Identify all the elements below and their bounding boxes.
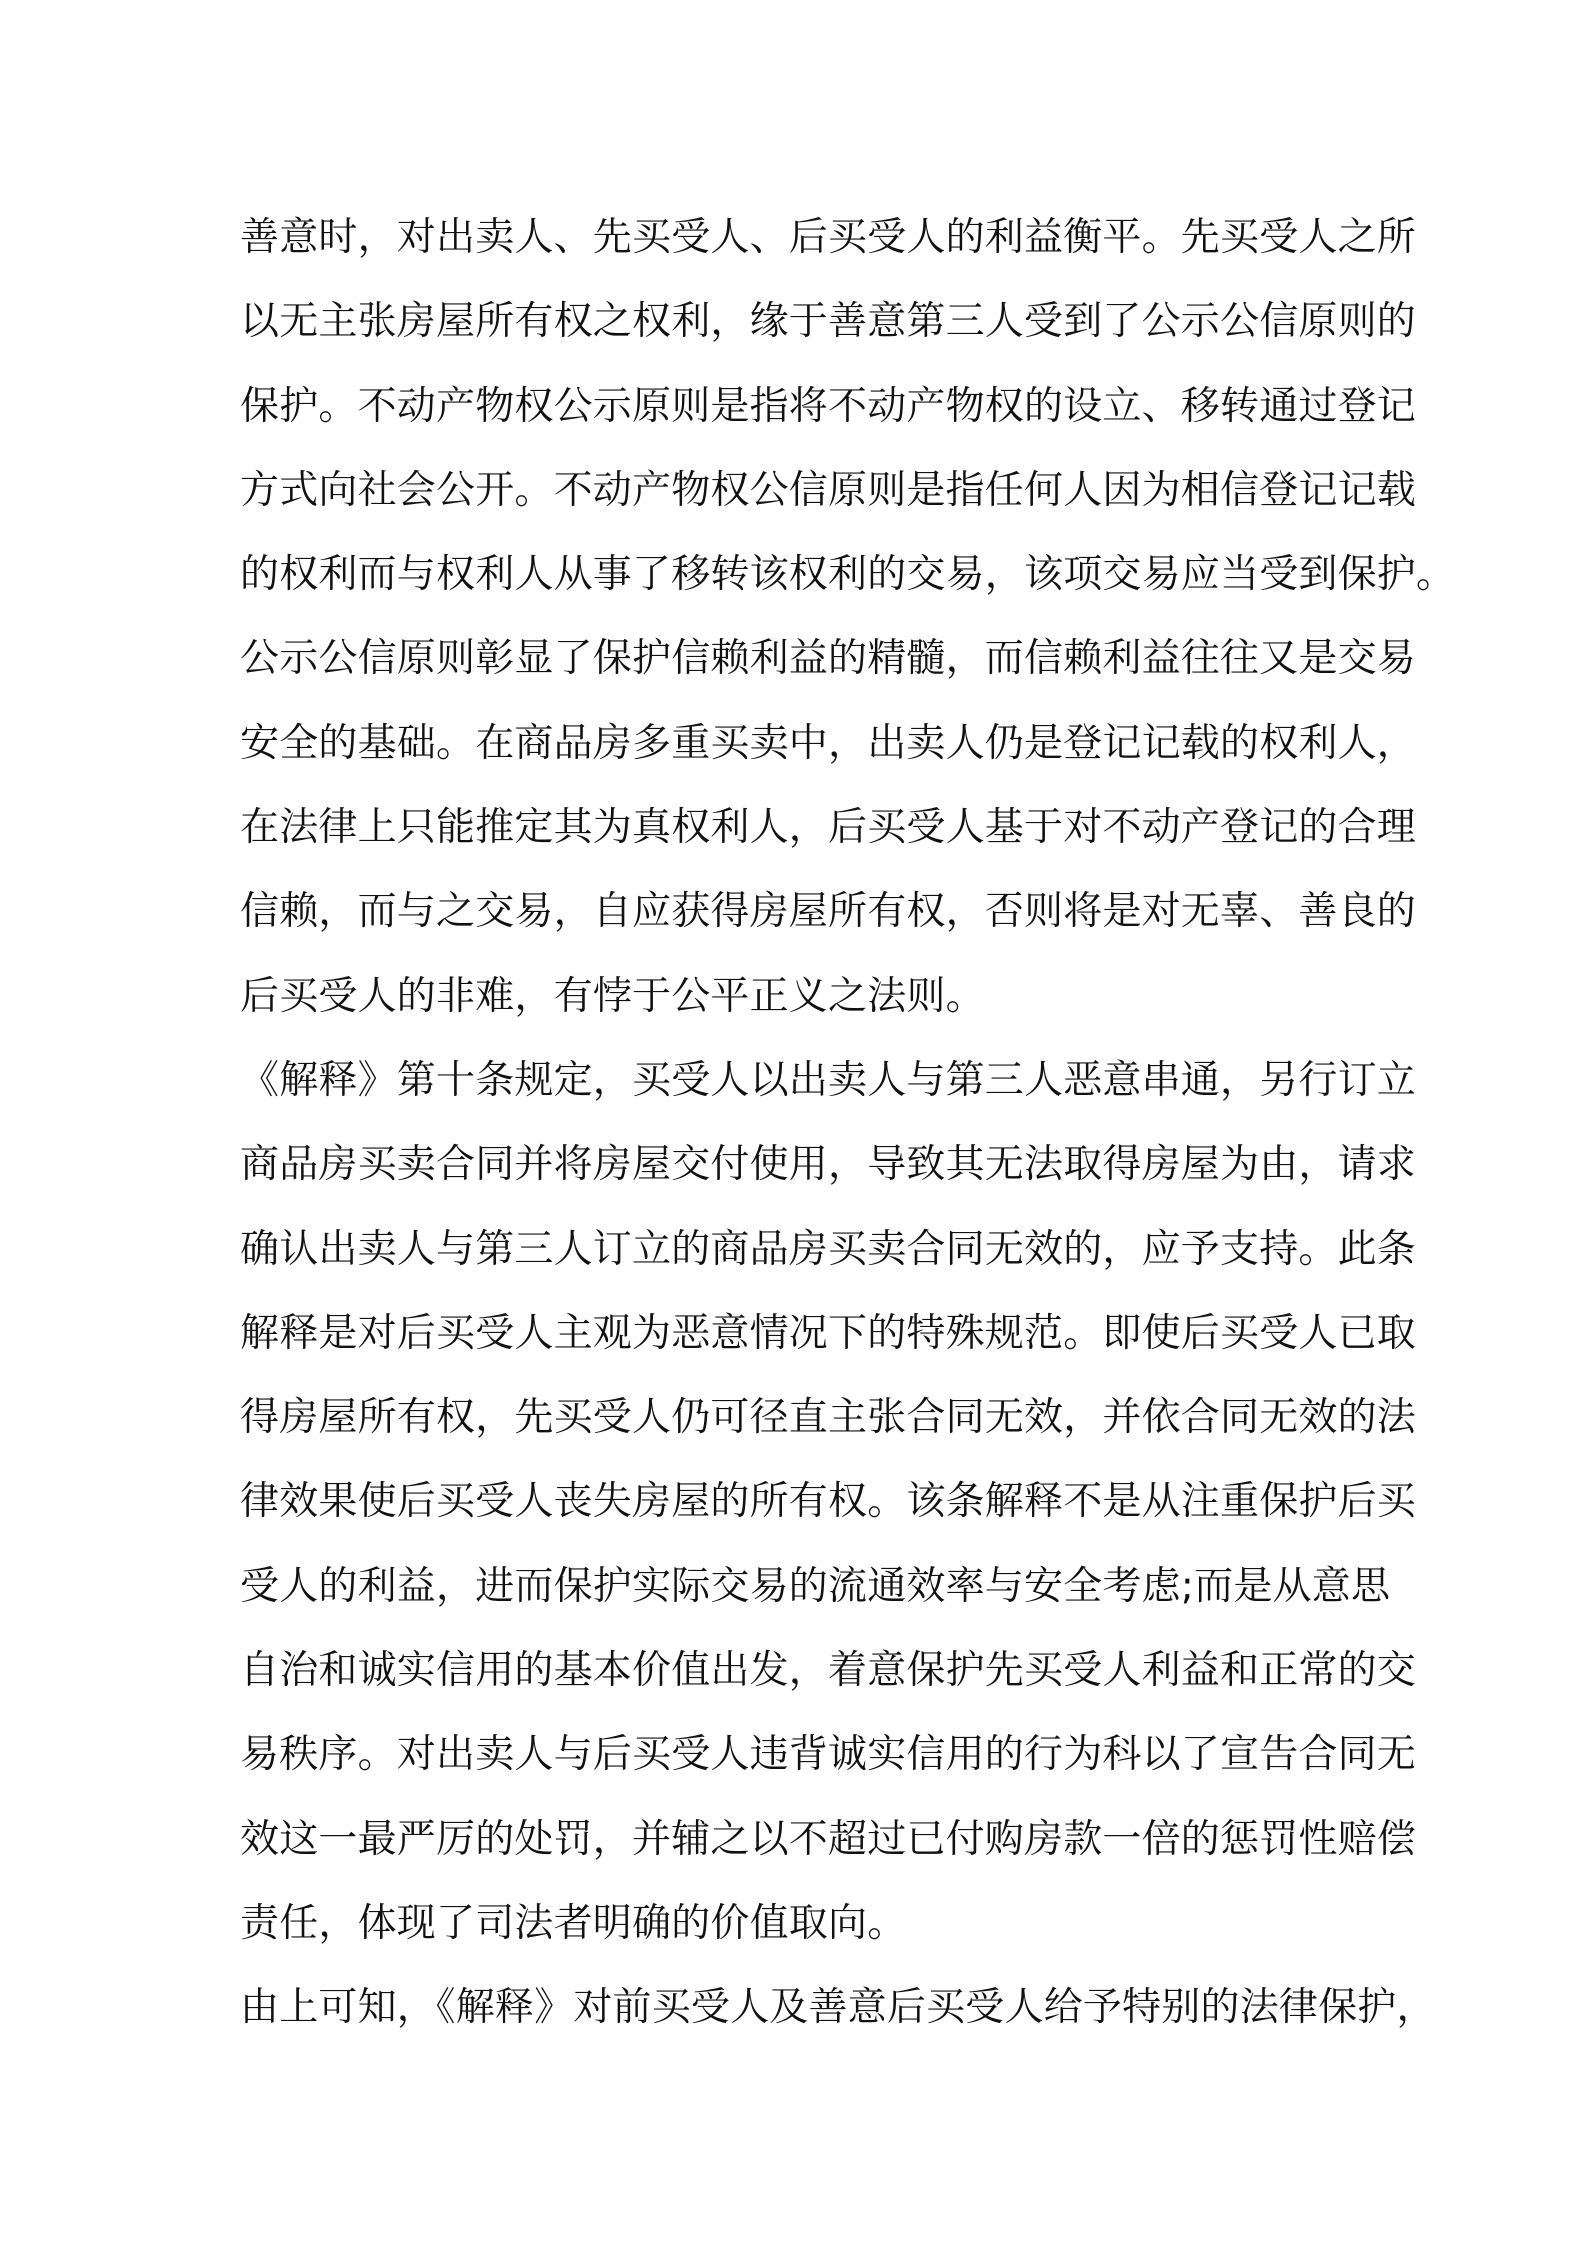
- text-line: 受人的利益，进而保护实际交易的流通效率与安全考虑;而是从意思: [240, 1563, 1391, 1609]
- text-line: 得房屋所有权，先买受人仍可径直主张合同无效，并依合同无效的法: [240, 1395, 1417, 1441]
- body-text: [240, 196, 1456, 2051]
- text-line: 商品房买卖合同并将房屋交付使用，导致其无法取得房屋为由，请求: [240, 1142, 1417, 1188]
- text-line: 的权利而与权利人从事了移转该权利的交易，该项交易应当受到保护。: [240, 552, 1456, 598]
- text-line: 后买受人的非难，有悖于公平正义之法则。: [240, 973, 985, 1019]
- text-line: 《解释》第十条规定，买受人以出卖人与第三人恶意串通，另行订立: [240, 1057, 1417, 1103]
- text-line: 律效果使后买受人丧失房屋的所有权。该条解释不是从注重保护后买: [240, 1479, 1417, 1525]
- text-line: 信赖，而与之交易，自应获得房屋所有权，否则将是对无辜、善良的: [240, 889, 1417, 935]
- text-line: 公示公信原则彰显了保护信赖利益的精髓，而信赖利益往往又是交易: [240, 636, 1417, 682]
- text-line: 由上可知，《解释》对前买受人及善意后买受人给予特别的法律保护，: [240, 1985, 1436, 2031]
- text-line: 安全的基础。在商品房多重买卖中，出卖人仍是登记记载的权利人，: [240, 720, 1417, 766]
- text-line: 易秩序。对出卖人与后买受人违背诚实信用的行为科以了宣告合同无: [240, 1732, 1417, 1778]
- text-line: 方式向社会公开。不动产物权公信原则是指任何人因为相信登记记载: [240, 467, 1417, 513]
- text-line: 自治和诚实信用的基本价值出发，着意保护先买受人利益和正常的交: [240, 1648, 1417, 1694]
- text-line: 责任，体现了司法者明确的价值取向。: [240, 1900, 907, 1946]
- text-line: 善意时，对出卖人、先买受人、后买受人的利益衡平。先买受人之所: [240, 215, 1417, 260]
- text-line: 保护。不动产物权公示原则是指将不动产物权的设立、移转通过登记: [240, 383, 1417, 429]
- text-line: 解释是对后买受人主观为恶意情况下的特殊规范。即使后买受人已取: [240, 1310, 1417, 1356]
- text-line: 确认出卖人与第三人订立的商品房买卖合同无效的，应予支持。此条: [240, 1226, 1417, 1272]
- text-line: 在法律上只能推定其为真权利人，后买受人基于对不动产登记的合理: [240, 805, 1417, 851]
- text-line: 效这一最严厉的处罚，并辅之以不超过已付购房款一倍的惩罚性赔偿: [240, 1816, 1417, 1862]
- text-line: 以无主张房屋所有权之权利，缘于善意第三人受到了公示公信原则的: [240, 299, 1417, 345]
